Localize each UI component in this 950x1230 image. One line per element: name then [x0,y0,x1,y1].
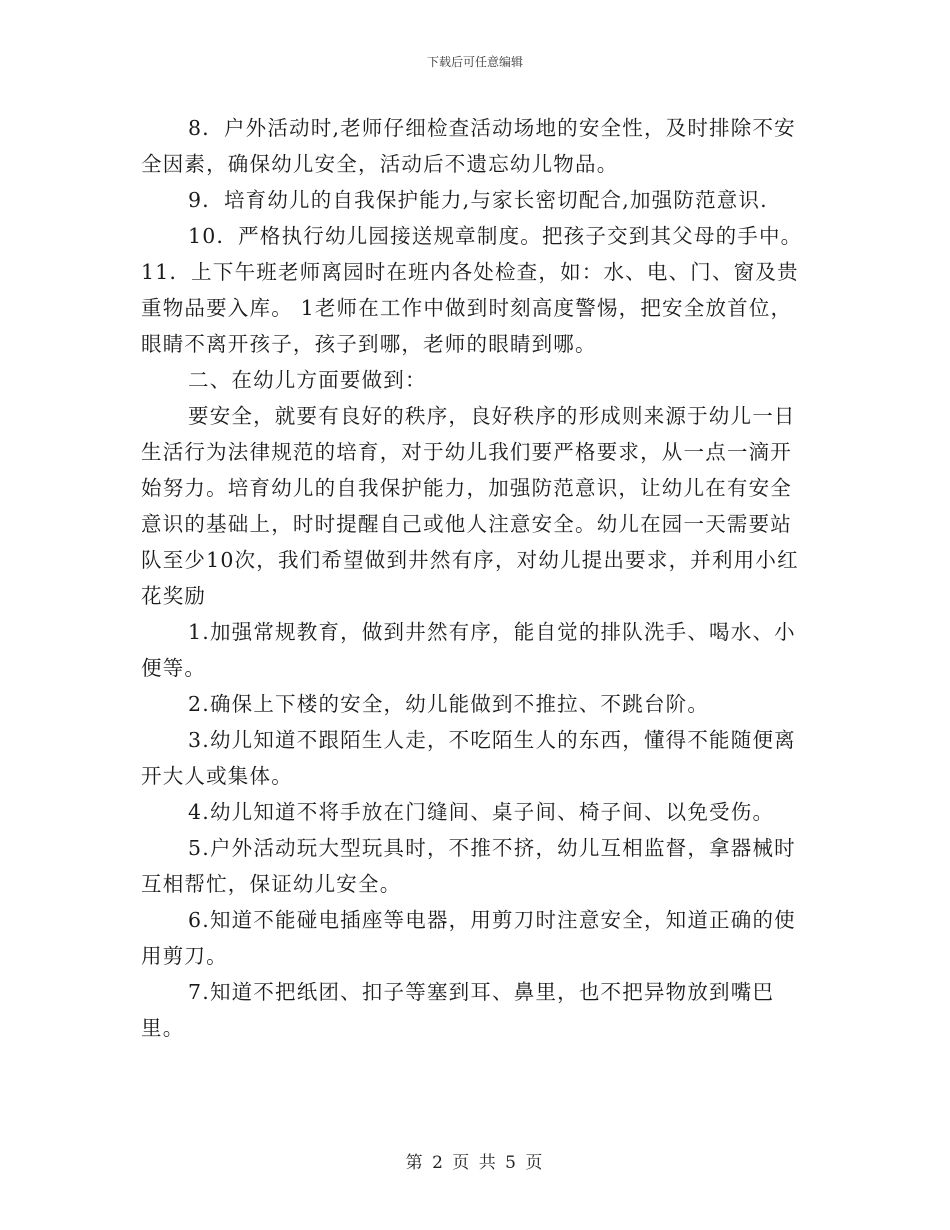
paragraph-child-item-3: 3.幼儿知道不跟陌生人走，不吃陌生人的东西，懂得不能随便离开大人或集体。 [141,728,796,788]
paragraph-item-9: 9．培育幼儿的自我保护能力,与家长密切配合,加强防范意识. [188,188,768,212]
page-footer-number: 第 2 页 共 5 页 [405,1153,545,1173]
section-heading-child-requirements: 二、在幼儿方面要做到： [188,368,427,392]
paragraph-child-item-7: 7.知道不把纸团、扣子等塞到耳、鼻里，也不把异物放到嘴巴里。 [141,980,775,1040]
paragraph-child-item-5: 5.户外活动玩大型玩具时，不推不挤，幼儿互相监督，拿器械时互相帮忙，保证幼儿安全。 [141,836,796,896]
document-body [141,110,811,1046]
page-header: 下载后可任意编辑 [426,55,523,69]
paragraph-child-item-6: 6.知道不能碰电插座等电器，用剪刀时注意安全，知道正确的使用剪刀。 [141,908,796,968]
paragraph-order-intro: 要安全，就要有良好的秩序，良好秩序的形成则来源于幼儿一日生活行为法律规范的培育，对于幼儿我们要严格要求，从一点一滴开始努力。培育幼儿的自我保护能力，加强防范意识，让幼儿在有安全意识的基础上，时时提醒自己或他人注意安全。幼儿在园一天需要站队至少10次，我们希望做到井然有序，对幼儿提出要求，并利用小红花奖励 [141,404,799,608]
paragraph-child-item-4: 4.幼儿知道不将手放在门缝间、桌子间、椅子间、以免受伤。 [188,800,775,824]
paragraph-item-11: 11．上下午班老师离园时在班内各处检查，如：水、电、门、窗及贵重物品要入库。 1老师在工作中做到时刻高度警惕，把安全放首位，眼睛不离开孩子，孩子到哪，老师的眼睛到哪。 [141,260,799,356]
paragraph-child-item-2: 2.确保上下楼的安全，幼儿能做到不推拉、不跳台阶。 [188,692,710,716]
paragraph-item-8: 8．户外活动时,老师仔细检查活动场地的安全性，及时排除不安全因素，确保幼儿安全，活动后不遗忘幼儿物品。 [141,116,796,176]
paragraph-item-10: 10．严格执行幼儿园接送规章制度。把孩子交到其父母的手中。 [188,224,803,248]
paragraph-child-item-1: 1.加强常规教育，做到井然有序，能自觉的排队洗手、喝水、小便等。 [141,620,796,680]
